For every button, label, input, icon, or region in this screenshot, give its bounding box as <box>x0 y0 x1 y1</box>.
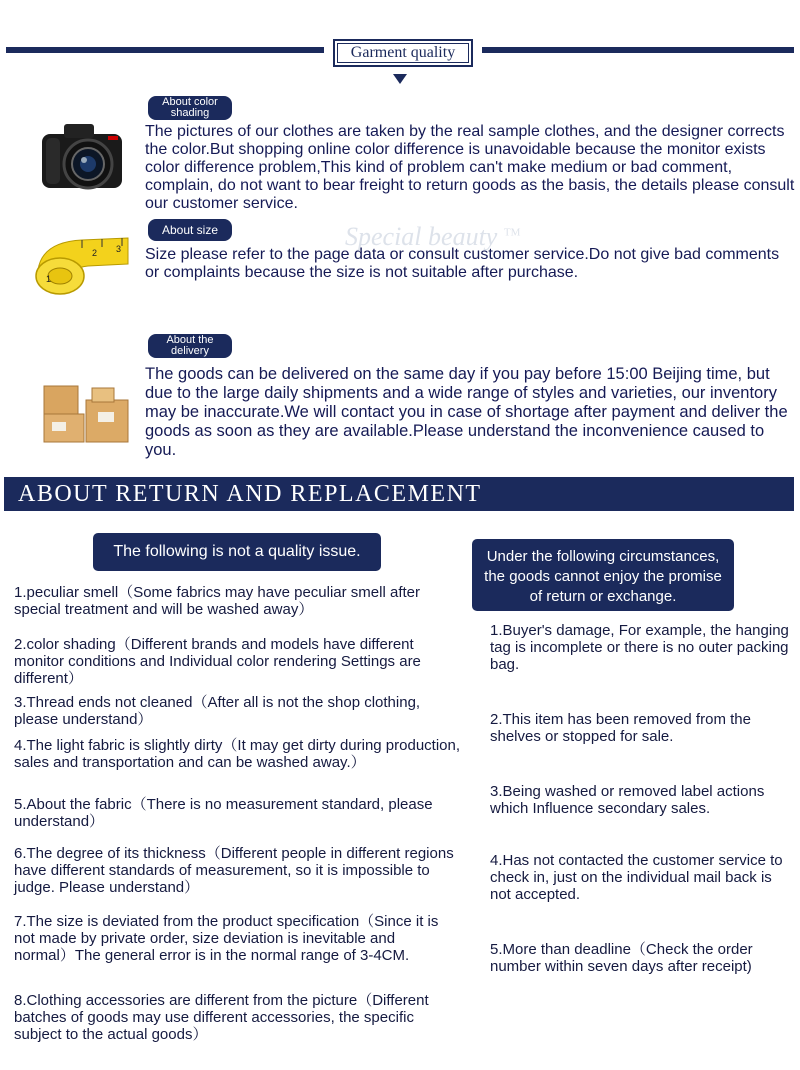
header-rule-right <box>482 47 794 53</box>
watermark-tm: TM <box>503 226 521 239</box>
left-item-5: 5.About the fabric（There is no measurement standard, please understand） <box>14 796 433 830</box>
camera-icon <box>38 118 126 194</box>
right-item-5: 5.More than deadline（Check the order number within seven days after receipt) <box>490 941 753 975</box>
return-replacement-banner <box>4 477 794 511</box>
header-title: Garment quality <box>350 44 456 61</box>
measuring-tape-icon <box>32 230 132 296</box>
right-item-3: 3.Being washed or removed label actions which Influence secondary sales. <box>490 783 765 817</box>
header-title-box <box>333 39 473 67</box>
svg-text:1: 1 <box>46 274 52 284</box>
right-column-title: Under the following circumstances, the goods cannot enjoy the promise of return or exchange. <box>472 539 734 611</box>
watermark-text: Special beauty <box>345 222 498 251</box>
color-shading-text: The pictures of our clothes are taken by the real sample clothes, and the designer corrects the color.But shopping online color difference is unavoidable because the monitor exists color difference problem,This kind of problem can't make medium or bad comment, complain, do not want to bear freight to return goods as the basis, the details please consult our customer service. <box>145 123 795 212</box>
left-item-8: 8.Clothing accessories are different from the picture（Different batches of goods may use different accessories, the specific subject to the actual goods） <box>14 992 429 1043</box>
delivery-text: The goods can be delivered on the same day if you pay before 15:00 Beijing time, but due to the large daily shipments and a wide range of styles and varieties, our inventory may be inaccurate.We will contact you in case of shortage after payment and deliver the goods as soon as they are available.Please understand the inconvenience caused to you. <box>145 365 788 459</box>
right-item-1: 1.Buyer's damage, For example, the hanging tag is incomplete or there is no outer packing bag. <box>490 622 789 673</box>
left-item-6: 6.The degree of its thickness（Different people in different regions have different standards of measurement, so it is impossible to judge. Please understand） <box>14 845 454 896</box>
svg-text:3: 3 <box>116 244 122 254</box>
left-item-3: 3.Thread ends not cleaned（After all is not the shop clothing, please understand） <box>14 694 421 728</box>
right-item-2: 2.This item has been removed from the shelves or stopped for sale. <box>490 711 751 745</box>
size-text: Size please refer to the page data or consult customer service.Do not give bad comments or complaints because the size is not suitable after purchase. <box>145 246 780 281</box>
left-item-7: 7.The size is deviated from the product specification（Since it is not made by private order, size deviation is inevitable and normal）The general error is in the normal range of 3-4CM. <box>14 913 439 964</box>
left-item-2: 2.color shading（Different brands and models have different monitor conditions and Individual color rendering Settings are different） <box>14 636 421 687</box>
header-rule-left <box>6 47 324 53</box>
banner-title: ABOUT RETURN AND REPLACEMENT <box>18 480 482 507</box>
right-item-4: 4.Has not contacted the customer service to check in, just on the individual mail back is not accepted. <box>490 852 783 903</box>
left-column-title: The following is not a quality issue. <box>93 533 381 571</box>
left-item-1: 1.peculiar smell（Some fabrics may have peculiar smell after special treatment and will be washed away） <box>14 584 420 618</box>
header-down-arrow-icon <box>393 74 407 84</box>
watermark <box>345 222 520 252</box>
svg-text:2: 2 <box>92 248 98 258</box>
boxes-icon <box>38 378 134 444</box>
delivery-label: About the delivery <box>148 334 232 358</box>
left-item-4: 4.The light fabric is slightly dirty（It may get dirty during production, sales and transportation and can be washed away.） <box>14 737 461 771</box>
color-shading-label: About color shading <box>148 96 232 120</box>
size-label: About size <box>148 219 232 241</box>
